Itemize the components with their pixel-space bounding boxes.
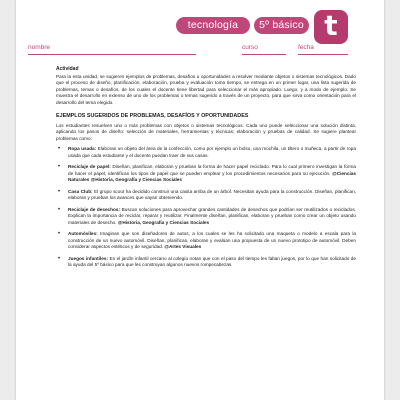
item-text: Buscan soluciones para aprovechar grandes cantidades de desechos que podrían ser reutilizados o reciclados. Explican la importancia de reciclar, reparar y reutilizar. Finalmente diseñan, planifican, elaboran y prueban como crear un objeto usando materiales de desecho. — [68, 206, 356, 225]
activity-text: Para la esta unidad, se sugieren ejemplos de problemas, desafíos u oportunidades a resolver mediante objetos o sistemas tecnológicos. Dado que el proceso de diseño, planificación, elaboración, prueba y evaluación toma tiempo, se entrega en un primer lugar, una lista sugerida de problemas, temas o desafíos, de los cuales el docente tiene libertad para seleccionar el más apropiado. Luego, y a modo de ejemplo. Se muestra el desarrollo en extenso de uno de los problemas o temas sugerido a través de un proyecto, para que sirva como orientación para el desarrollo del tema elegido. — [56, 73, 356, 105]
list-item — [56, 146, 356, 159]
bullet-icon: • — [58, 255, 61, 262]
grade-label: 5º básico — [259, 19, 304, 31]
tecnologia-logo — [314, 10, 348, 44]
examples-title: EJEMPLOS SUGERIDOS DE PROBLEMAS, DESAFÍOS Y OPORTUNIDADES — [56, 113, 249, 119]
worksheet-page — [16, 0, 384, 400]
activity-title: Actividad — [56, 66, 79, 72]
name-field[interactable]: nombre — [28, 44, 196, 55]
bullet-icon: • — [58, 231, 61, 237]
item-subjects: @Historia, Geografía y Ciencias Sociales — [117, 219, 210, 225]
item-title: Juegos infantiles: — [68, 255, 109, 261]
bullet-icon: • — [58, 164, 61, 170]
date-field[interactable]: fecha — [298, 44, 348, 55]
item-subjects: @Artes Visuales — [164, 244, 202, 249]
course-field[interactable]: curso — [242, 44, 286, 55]
student-fields — [28, 44, 348, 56]
item-subjects: @Ciencias Naturales @Historia, Geografía y Ciencias Sociales — [68, 170, 356, 182]
list-item — [56, 231, 356, 251]
list-item — [56, 164, 356, 184]
item-text: En el jardín infantil cercano al colegio notan que con el paso del tiempo les faltan juegos, por lo que han solicitado de la ayuda del 5º básico para que les construyan algunos nuevos rompecabezas. — [68, 255, 356, 267]
worksheet-header — [16, 0, 384, 62]
logo-letter: t — [324, 9, 338, 42]
item-text: El grupo scout ha decidido construir una casita arriba de un árbol. Necesitan ayuda para la construcción. Diseñan, planifican, elaboran y prueban los avances que vayan obteniendo. — [68, 188, 356, 200]
worksheet-content — [56, 66, 356, 274]
bullet-icon: • — [58, 188, 61, 195]
item-text: Elaboran un objeto del área de la confección, como por ejemplo un bolso, una mochila, un tiltero o muñeca, a partir de ropa usada que cada estudiante y el docente puedan traer de sus casas. — [68, 146, 356, 158]
list-item — [56, 189, 356, 202]
bullet-icon: • — [58, 146, 61, 152]
item-title: Casa Club: — [68, 188, 93, 194]
list-item — [56, 256, 356, 269]
examples-intro: Los estudiantes resuelven uno o más problemas con objetos o sistemas tecnológicos. Cada uno puede seleccionar una solución distinta, aplicando los pasos de diseño: selección de materiales, herramientas y técnicas; elaboración y pruebas de calidad. Se sugiere plantear problemas como: — [56, 122, 356, 141]
item-text: Imaginan que son diseñadores de autos, a los cuales se les ha solicitado una maqueta o modelo a escala para la construcción de un nuevo automóvil. Diseñan, planifican, elaboran y evalúan una propuesta de un nuevo prototipo de automóvil. Deben considerar aspectos estéticos y de seguridad. — [68, 231, 356, 249]
problem-list — [56, 146, 356, 269]
grade-badge — [254, 17, 309, 34]
item-title: Reciclaje de papel: — [68, 164, 111, 169]
item-title: Reciclaje de desechos: — [68, 206, 121, 212]
list-item — [56, 207, 356, 227]
item-title: Automóviles: — [68, 231, 98, 236]
item-title: Ropa usada: — [68, 146, 97, 151]
bullet-icon: • — [58, 206, 61, 213]
subject-label: tecnología — [187, 19, 239, 31]
subject-badge — [176, 17, 250, 34]
item-text: Diseñan, planifican, elaboran y prueban la forma de hacer papel reciclado. Para lo cual primero investigan la forma de hacer el papel, identifican los tipos de papel que se pueden emplear y los procedimientos necesarios para su ejecución. — [68, 164, 356, 176]
